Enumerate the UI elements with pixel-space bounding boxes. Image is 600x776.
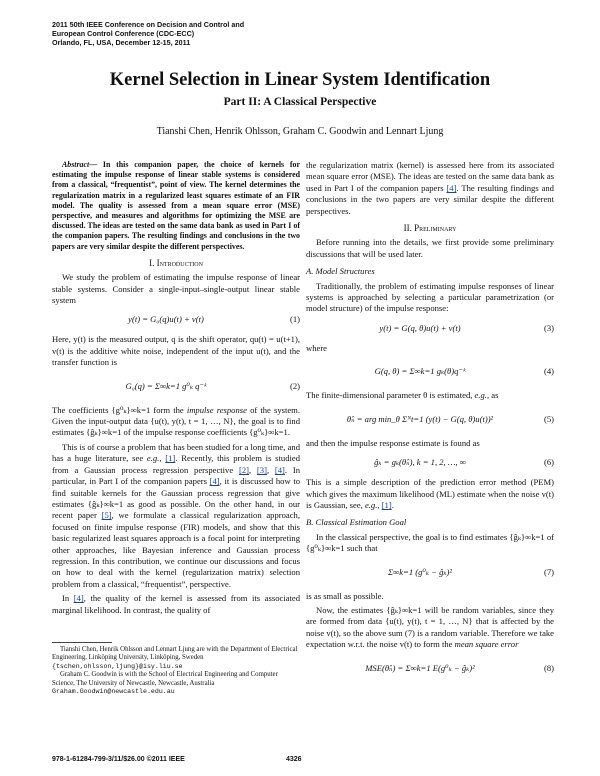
equation-number: (1) <box>289 314 300 325</box>
conference-line: European Control Conference (CDC-ECC) <box>52 29 195 38</box>
citation-link[interactable]: [4] <box>73 593 84 604</box>
equation-expression: ĝₖ = gₖ(θ̂ₙ), k = 1, 2, …, ∞ <box>374 457 466 468</box>
paper-title: Kernel Selection in Linear System Identification <box>109 70 491 90</box>
footnote <box>52 646 300 696</box>
conference-line: 2011 50th IEEE Conference on Decision and Control and <box>52 20 245 29</box>
equation <box>306 318 554 340</box>
equation-expression: y(t) = G₀(q)u(t) + v(t) <box>128 314 204 325</box>
citation-link[interactable]: [3] <box>256 464 267 475</box>
equation <box>52 372 300 402</box>
text-span: This is a simple description of the prediction error method (PEM) which gives the maximum likelihood (ML) estimate when the noise v(t) is Gaussian, see, <box>306 477 554 510</box>
footnote-rule <box>52 642 112 643</box>
text-span: the regularization matrix (kernel) is assessed here from its associated mean square error (MSE). The ideas are tested on the same data bank as used in Part I of the companion papers <box>306 160 554 193</box>
right-column <box>306 160 554 687</box>
abstract-text: — In this companion paper, the choice of kernels for estimating the impulse response of linear stable systems is considered from a classical, “frequentist”, point of view. The kernel determines the regularization matrix in a regularized least squares estimate of an FIR model. The quality is assessed from a mean square error (MSE) perspective, and measures and algorithms for optimizing the MSE are discussed. The ideas are tested on the same data bank as used in Part I of the companion papers. The resulting findings and conclusions in the two papers are very similar despite the different perspectives. <box>52 160 300 251</box>
text-span: of the system. Given the input-output data {u(t), y(t), t = 1, …, N}, the goal is to find estimates {ĝₖ}∞k=1 of the impulse response coefficients {g⁰ₖ}∞k=1. <box>52 404 300 438</box>
equation-expression: G₀(q) = Σ∞k=1 g⁰ₖ q⁻ᵏ <box>125 380 207 391</box>
text-span: . <box>391 499 394 510</box>
text-span: , it is discussed how to find suitable kernels for the Gaussian process regression that give estimates {ĝₖ}∞k=1 as good as possible. On the other hand, in our recent paper <box>52 476 301 521</box>
text-span: This is of course a problem that has been studied for a long time, and has a huge literature, see <box>52 441 300 464</box>
text-span: . Recently, this problem is studied from a Gaussian process regression perspective <box>52 453 301 475</box>
text-span: , <box>377 499 382 510</box>
text-span: The coefficients {g⁰ₖ}∞k=1 form the <box>52 404 187 415</box>
page-number: 4326 <box>286 756 302 763</box>
citation-link[interactable]: [1] <box>381 499 392 510</box>
emphasis: e.g. <box>364 499 378 510</box>
text-span: . In particular, in Part I of the companion papers <box>52 464 301 487</box>
equation-number: (6) <box>543 457 554 468</box>
text-span: The finite-dimensional parameter θ is estimated, <box>306 390 475 401</box>
text-span: , as <box>486 390 499 401</box>
citation-link[interactable]: [4] <box>446 182 457 193</box>
paragraph <box>52 593 300 616</box>
equation-number: (8) <box>543 662 554 673</box>
section-heading: II. Preliminary <box>403 223 457 234</box>
equation-number: (7) <box>543 566 554 577</box>
citation-link[interactable]: [4] <box>209 476 220 487</box>
equation-expression: y(t) = G(q, θ)u(t) + v(t) <box>379 322 461 333</box>
equation-number: (5) <box>543 413 554 424</box>
equation <box>52 309 300 331</box>
equation-number: (3) <box>543 322 554 333</box>
citation-link[interactable]: [1] <box>165 453 176 464</box>
emphasis: mean square error <box>454 639 519 650</box>
equation-expression: Σ∞k=1 (g⁰ₖ − ĝₖ)² <box>388 566 452 577</box>
equation <box>306 452 554 474</box>
equation <box>306 357 554 387</box>
text-span: In <box>62 593 74 604</box>
footnote-text: Graham C. Goodwin is with the School of Electrical Engineering and Computer Science, The University of Newcastle, Newcastle, Australia <box>52 671 278 687</box>
paragraph: Traditionally, the problem of estimating impulse responses of linear systems is approached by selecting a particular parametrization (or model structure) of the impulse response: <box>306 280 554 314</box>
paragraph: is as small as possible. <box>306 590 384 601</box>
conference-line: Orlando, FL, USA, December 12-15, 2011 <box>52 38 191 47</box>
isbn-footer: 978-1-61284-799-3/11/$26.00 ©2011 IEEE <box>52 756 185 763</box>
text-span: , <box>159 453 166 464</box>
paragraph <box>306 160 554 217</box>
paragraph <box>52 405 300 439</box>
equation-expression: G(q, θ) = Σ∞k=1 gₖ(θ)q⁻ᵏ <box>374 366 466 377</box>
paragraph <box>306 605 554 651</box>
equation-number: (2) <box>289 380 300 391</box>
equation <box>306 654 554 684</box>
paragraph: Here, y(t) is the measured output, q is the shift operator, qu(t) = u(t+1), v(t) is the additive white noise, independent of the input u(t), and the transfer function is <box>52 334 300 368</box>
paragraph: We study the problem of estimating the impulse response of linear stable systems. Consider a single-input–single-output linear stable system <box>52 272 300 306</box>
text-span: , the quality of the kernel is assessed from its associated marginal likelihood. In contrast, the quality of <box>52 593 301 615</box>
section-heading: I. Introduction <box>149 257 203 268</box>
text-span: , we formulate a classical regularization approach, focused on finite impulse response (FIR) models, and show that this basic regularized least squares approach is a focal point for interpreting other approaches, like Bayesian inference and Gaussian process regression. In this contribution, we continue our discussions and focus on how to deal with the kernel (regularization matrix) selection problem from a classical, “frequentist”, perspective. <box>52 510 301 589</box>
left-column <box>52 160 300 619</box>
equation-expression: θ̂ₙ = arg min_θ Σᴺt=1 (y(t) − G(q, θ)u(t))² <box>346 413 494 424</box>
emphasis: impulse response <box>186 404 247 415</box>
equation-expression: MSE(θ̂ₙ) = Σ∞k=1 E(g⁰ₖ − ĝₖ)² <box>365 662 475 673</box>
footnote-text: Tianshi Chen, Henrik Ohlsson and Lennart Ljung are with the Department of Electrical Engineering, Linköping University, Linköping, Sweden <box>52 646 298 662</box>
citation-link[interactable]: [2] <box>238 464 249 475</box>
paragraph <box>306 390 554 401</box>
footnote-emails[interactable]: Graham.Goodwin@newcastle.edu.au <box>52 688 175 696</box>
citation-link[interactable]: [5] <box>101 510 112 521</box>
paragraph: In the classical perspective, the goal is to find estimates {ĝₖ}∞k=1 of {g⁰ₖ}∞k=1 such that <box>306 531 554 554</box>
abstract <box>52 160 300 252</box>
subsection-heading: A. Model Structures <box>306 266 375 277</box>
paragraph: and then the impulse response estimate is found as <box>306 437 480 448</box>
conference-header <box>52 20 372 47</box>
paper-subtitle: Part II: A Classical Perspective <box>223 96 377 108</box>
equation <box>306 405 554 435</box>
emphasis: e.g. <box>146 453 160 464</box>
emphasis: e.g. <box>474 390 487 401</box>
abstract-label: Abstract <box>62 160 90 169</box>
paragraph <box>306 477 554 511</box>
paragraph: This is of course a problem that has been studied for a long time, and has a huge literature, see e.g., [1]. Recently, this problem is studied from a Gaussian process regression perspective [2], [3], [4]. In particular, in Part I of the companion papers [4], it is discussed how to find suitable kernels for the Gaussian process regression that give estimates {ĝₖ}∞k=1 as good as possible. On the other hand, in our recent paper [5], we formulate a classical regularization approach, focused on finite impulse response (FIR) models, and show that this basic regularized least squares approach is a focal point for interpreting other approaches, like Bayesian inference and Gaussian process regression. In this contribution, we continue our discussions and focus on how to deal with the kernel (regularization matrix) selection problem from a classical, “frequentist”, perspective. <box>52 441 301 589</box>
paragraph: Before running into the details, we first provide some preliminary discussions that will be used later. <box>306 237 554 259</box>
text-span: . The resulting findings and conclusions in the two papers are very similar despite the different perspectives. <box>306 182 554 216</box>
text-span: Now, the estimates {ĝₖ}∞k=1 will be random variables, since they are formed from data {u(t), y(t), t = 1, …, N} that is affected by the noise v(t), so the above sum (7) is a random variable. Therefore we take expectation w.r.t. the noise v(t) to form the <box>306 604 554 650</box>
subsection-heading: B. Classical Estimation Goal <box>306 517 407 528</box>
citation-link[interactable]: [4] <box>274 464 285 475</box>
equation-number: (4) <box>543 366 554 377</box>
paragraph: where <box>306 342 327 353</box>
paper-authors: Tianshi Chen, Henrik Ohlsson, Graham C. Goodwin and Lennart Ljung <box>156 126 444 137</box>
equation <box>306 558 554 588</box>
footnote-emails[interactable]: {tschen,ohlsson,ljung}@isy.liu.se <box>52 662 183 670</box>
